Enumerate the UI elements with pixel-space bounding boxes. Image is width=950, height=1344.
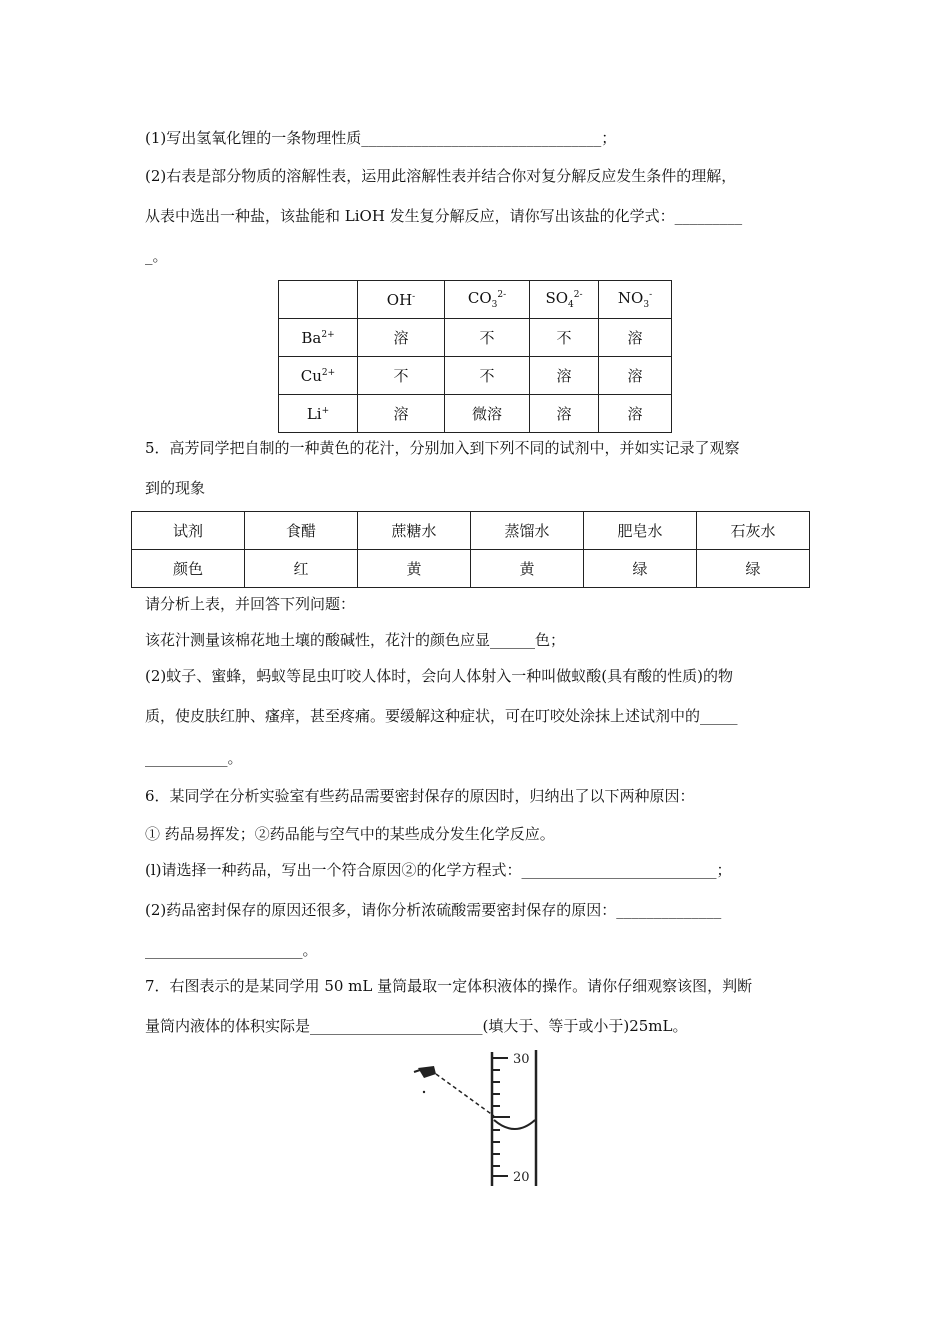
header-no3: $NO_3^-$ <box>599 281 672 319</box>
graduated-cylinder-figure <box>410 1048 550 1193</box>
q5-line6: 质，使皮肤红肿、瘙痒，甚至疼痛。要缓解这种症状，可在叮咬处涂抹上述试剂中的_____ <box>145 707 738 725</box>
table-row <box>132 550 810 588</box>
q6-line4: (2)药品密封保存的原因还很多，请你分析浓硫酸需要密封保存的原因：______________ <box>145 901 722 919</box>
table-cell: 食醋 <box>245 512 358 550</box>
ion-ba: $Ba^{2+}$ <box>279 319 358 357</box>
table-row <box>279 281 672 319</box>
q7-line2: 量筒内液体的体积实际是_______________________(填大于、等于或小于)25mL。 <box>145 1017 688 1035</box>
table-cell: 溶 <box>530 357 599 395</box>
table-cell: 颜色 <box>132 550 245 588</box>
q6-line2: ① 药品易挥发；②药品能与空气中的某些成分发生化学反应。 <box>145 825 555 843</box>
header-co3: $CO_3^{2-}$ <box>445 281 530 319</box>
solubility-table <box>278 280 672 433</box>
table-cell: 溶 <box>530 395 599 433</box>
q6-line5: _____________________。 <box>145 941 318 959</box>
table-cell: 石灰水 <box>697 512 810 550</box>
q5-line4: 该花汁测量该棉花地土壤的酸碱性，花汁的颜色应显______色； <box>145 631 566 649</box>
scale-label-30: 30 <box>513 1052 530 1067</box>
table-cell: 微溶 <box>445 395 530 433</box>
q4-part1: (1)写出氢氧化锂的一条物理性质________________________________； <box>145 129 617 147</box>
table-cell: 不 <box>445 319 530 357</box>
table-row <box>279 357 672 395</box>
q5-line3: 请分析上表，并回答下列问题： <box>145 595 356 613</box>
table-cell: 蔗糖水 <box>358 512 471 550</box>
table-cell: 不 <box>530 319 599 357</box>
table-cell: 不 <box>358 357 445 395</box>
table-cell: 绿 <box>584 550 697 588</box>
cylinder <box>492 1050 536 1186</box>
ion-cu: $Cu^{2+}$ <box>279 357 358 395</box>
table-row <box>132 512 810 550</box>
table-cell: 溶 <box>358 395 445 433</box>
scale-label-20: 20 <box>513 1170 530 1185</box>
flower-juice-table <box>131 511 810 588</box>
table-cell: 试剂 <box>132 512 245 550</box>
ion-li: Li+ <box>279 395 358 433</box>
table-cell: 蒸馏水 <box>471 512 584 550</box>
table-cell: 溶 <box>599 395 672 433</box>
q7-line1: 7．右图表示的是某同学用 50 mL 量筒最取一定体积液体的操作。请你仔细观察该图，判断 <box>145 977 753 995</box>
table-row <box>279 395 672 433</box>
table-cell: 黄 <box>471 550 584 588</box>
header-oh: OH- <box>358 281 445 319</box>
table-cell: 肥皂水 <box>584 512 697 550</box>
q4-part2-line1: (2)右表是部分物质的溶解性表，运用此溶解性表并结合你对复分解反应发生条件的理解， <box>145 167 737 185</box>
q5-line5: (2)蚊子、蜜蜂，蚂蚁等昆虫叮咬人体时，会向人体射入一种叫做蚁酸(具有酸的性质)的物 <box>145 667 733 685</box>
table-cell: 溶 <box>599 319 672 357</box>
q5-line2: 到的现象 <box>145 479 206 497</box>
table-cell: 溶 <box>358 319 445 357</box>
q4-part2-line2: 从表中选出一种盐，该盐能和 LiOH 发生复分解反应，请你写出该盐的化学式：_________ <box>145 207 743 225</box>
q5-line1: 5．高芳同学把自制的一种黄色的花汁，分别加入到下列不同的试剂中，并如实记录了观察 <box>145 439 740 457</box>
table-row <box>279 319 672 357</box>
table-cell: 溶 <box>599 357 672 395</box>
sight-line <box>436 1074 494 1116</box>
header-so4: $SO_4^{2-}$ <box>530 281 599 319</box>
table-cell: 红 <box>245 550 358 588</box>
q4-part2-line3: _。 <box>145 247 168 265</box>
table-cell: 绿 <box>697 550 810 588</box>
table-cell: 黄 <box>358 550 471 588</box>
q5-line7: ___________。 <box>145 749 243 767</box>
q6-line1: 6．某同学在分析实验室有些药品需要密封保存的原因时，归纳出了以下两种原因： <box>145 787 695 805</box>
table-cell: 不 <box>445 357 530 395</box>
eye-icon <box>414 1066 436 1093</box>
table-cell <box>279 281 358 319</box>
q6-line3: (l)请选择一种药品，写出一个符合原因②的化学方程式：__________________________； <box>145 861 732 879</box>
